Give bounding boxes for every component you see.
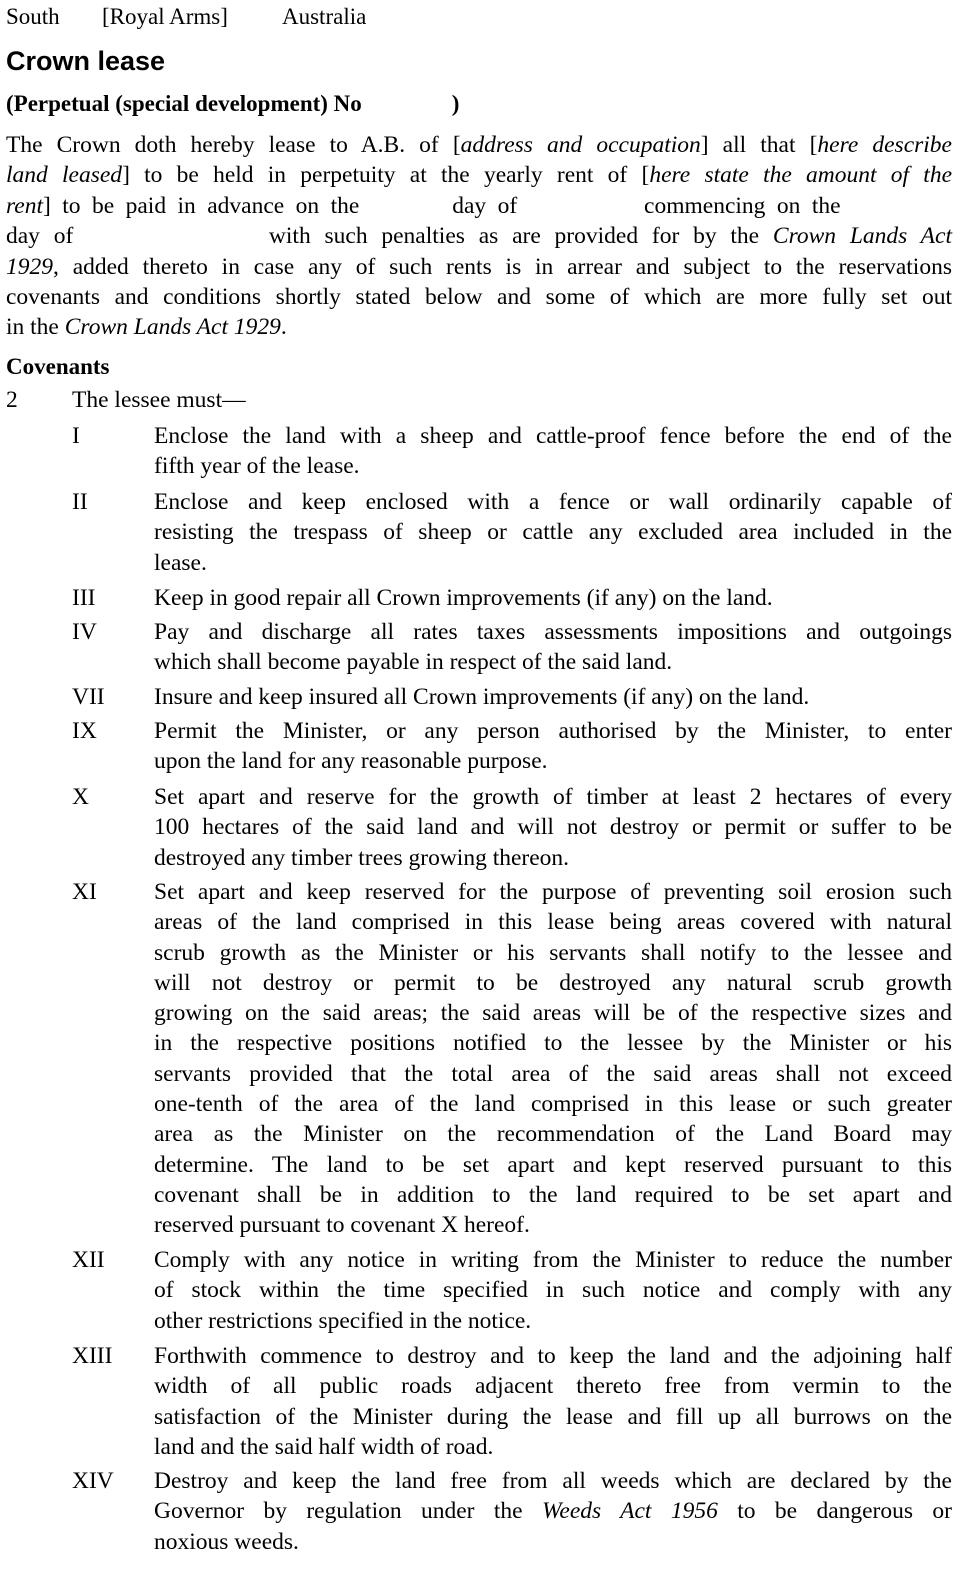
covenant-line: Permit the Minister, or any person authorised by the Minister, to enter: [154, 718, 952, 744]
covenant-line: Enclose the land with a sheep and cattle-proof fence before the end of the: [154, 423, 952, 449]
subtitle-suffix: ): [451, 91, 460, 116]
covenant-line: will not destroy or permit to be destroyed any natural scrub growth: [154, 969, 952, 996]
intro-line: covenants and conditions shortly stated below and some of which are more fully set out: [6, 284, 952, 311]
covenant-line: destroyed any timber trees growing thereon.: [154, 844, 570, 871]
covenant-line: satisfaction of the Minister during the lease and fill up all burrows on the: [154, 1403, 952, 1430]
document-subtitle: [6, 91, 459, 117]
covenant-numeral: I: [72, 423, 80, 449]
covenant-line: of stock within the time specified in such notice and comply with any: [154, 1277, 952, 1304]
covenant-line: Enclose and keep enclosed with a fence or wall ordinarily capable of: [154, 489, 952, 515]
covenant-line: area as the Minister on the recommendation of the Land Board may: [154, 1121, 952, 1148]
intro-line: rent] to be paid in advance on the day of commencing on the: [6, 192, 852, 219]
covenant-numeral: IX: [72, 718, 97, 744]
covenants-heading: Covenants: [6, 354, 110, 379]
document-title: Crown lease: [6, 46, 166, 76]
covenant-line: in the respective positions notified to the lessee by the Minister or his: [154, 1030, 952, 1057]
header-royal-arms: [Royal Arms]: [102, 4, 228, 29]
covenant-numeral: II: [72, 489, 88, 515]
covenant-line: determine. The land to be set apart and kept reserved pursuant to this: [154, 1151, 952, 1178]
covenant-line: 100 hectares of the said land and will not destroy or permit or suffer to be: [154, 814, 952, 841]
covenant-line: Keep in good repair all Crown improvements (if any) on the land.: [154, 585, 773, 611]
covenant-numeral: XII: [72, 1247, 105, 1273]
intro-line: 1929, added thereto in case any of such rents is in arrear and subject to the reservations: [6, 253, 952, 280]
covenant-line: lease.: [154, 549, 207, 576]
covenant-text: [154, 1466, 952, 1557]
covenant-numeral: IV: [72, 619, 97, 645]
covenant-line: Governor by regulation under the Weeds Act 1956 to be dangerous or: [154, 1498, 952, 1525]
covenant-line: other restrictions specified in the notice.: [154, 1307, 532, 1334]
covenant-text: [154, 682, 952, 712]
covenant-line: width of all public roads adjacent thereto free from vermin to the: [154, 1373, 952, 1400]
covenant-line: noxious weeds.: [154, 1528, 299, 1555]
covenant-line: Destroy and keep the land free from all weeds which are declared by the: [154, 1468, 952, 1494]
covenant-line: land and the said half width of road.: [154, 1433, 494, 1460]
covenant-line: scrub growth as the Minister or his servants shall notify to the lessee and: [154, 939, 952, 966]
subtitle-prefix: (Perpetual (special development) No: [6, 91, 362, 116]
covenant-line: fifth year of the lease.: [154, 453, 360, 480]
intro-paragraph: [6, 130, 952, 343]
covenant-line: Insure and keep insured all Crown improvements (if any) on the land.: [154, 684, 810, 710]
intro-line: in the Crown Lands Act 1929.: [6, 314, 287, 341]
page-header: [6, 4, 366, 30]
covenant-text: [154, 877, 952, 1241]
covenant-numeral: III: [72, 585, 96, 611]
covenant-line: Set apart and keep reserved for the purpose of preventing soil erosion such: [154, 879, 952, 905]
covenant-line: resisting the trespass of sheep or cattle any excluded area included in the: [154, 519, 952, 546]
covenant-numeral: VII: [72, 684, 105, 710]
covenant-line: Forthwith commence to destroy and to keep the land and the adjoining half: [154, 1343, 952, 1369]
covenant-text: [154, 782, 952, 873]
covenant-line: reserved pursuant to covenant X hereof.: [154, 1212, 530, 1239]
covenants-lead-text: The lessee must—: [72, 387, 246, 413]
covenant-line: upon the land for any reasonable purpose.: [154, 748, 548, 775]
covenant-numeral: XIV: [72, 1468, 114, 1494]
covenant-line: Pay and discharge all rates taxes assessments impositions and outgoings: [154, 619, 952, 645]
covenants-lead: [6, 387, 246, 414]
covenant-text: [154, 487, 952, 578]
covenant-text: [154, 716, 952, 777]
intro-line: day of with such penalties as are provided for by the Crown Lands Act: [6, 223, 952, 250]
covenant-line: Comply with any notice in writing from the Minister to reduce the number: [154, 1247, 952, 1273]
covenant-line: servants provided that the total area of the said areas shall not exceed: [154, 1060, 952, 1087]
covenant-line: covenant shall be in addition to the land required to be set apart and: [154, 1181, 952, 1208]
covenant-line: growing on the said areas; the said areas will be of the respective sizes and: [154, 1000, 952, 1027]
intro-line: The Crown doth hereby lease to A.B. of [address and occupation] all that [here describe: [6, 132, 952, 158]
intro-line: land leased] to be held in perpetuity at the yearly rent of [here state the amount of the: [6, 162, 952, 189]
covenant-line: areas of the land comprised in this lease being areas covered with natural: [154, 909, 952, 936]
covenant-numeral: X: [72, 784, 89, 810]
covenant-line: which shall become payable in respect of the said land.: [154, 649, 673, 676]
covenant-text: [154, 421, 952, 482]
header-state-right: Australia: [282, 4, 367, 29]
covenant-text: [154, 1341, 952, 1462]
covenant-line: Set apart and reserve for the growth of timber at least 2 hectares of every: [154, 784, 952, 810]
header-state-left: South: [6, 4, 60, 29]
covenant-text: [154, 617, 952, 678]
covenant-text: [154, 1245, 952, 1336]
covenant-line: one-tenth of the area of the land comprised in this lease or such greater: [154, 1091, 952, 1118]
covenant-numeral: XI: [72, 879, 97, 905]
section-number: 2: [6, 387, 18, 413]
covenant-text: [154, 583, 952, 613]
covenant-numeral: XIII: [72, 1343, 113, 1369]
